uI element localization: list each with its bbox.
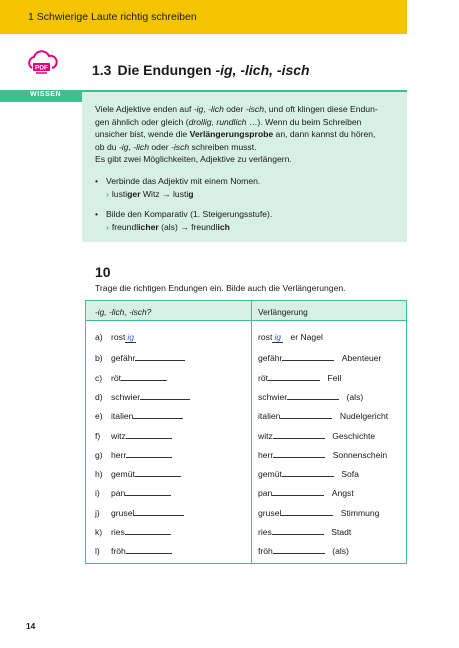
exercise-number: 10 [95,264,111,280]
ending-blank[interactable] [125,486,171,496]
extension-blank[interactable] [281,506,333,516]
extension-stem: gemüt [258,469,282,480]
table-row [86,429,406,448]
ending-blank[interactable] [135,467,181,477]
wissen-text: schreiben musst. [189,141,257,152]
extension-stem: italien [258,411,281,422]
row-extension-cell [258,409,388,421]
extension-noun: Stimmung [340,507,380,518]
wissen-top-line [82,90,407,92]
row-adjective-cell [95,486,171,498]
ending-answer[interactable]: ig [127,332,135,342]
row-extension-cell [258,525,351,537]
extension-noun: Abenteuer [341,353,382,364]
extension-stem: gefähr [258,353,283,364]
section-title [92,62,310,78]
adjective-stem: ries [111,527,125,537]
wissen-ending-lich: -lich [133,141,150,152]
extension-answer[interactable]: ig [274,332,282,342]
extension-blank[interactable] [272,525,324,535]
table-row [86,525,406,544]
wissen-text: oder [223,104,246,114]
section-number: 1.3 [92,62,112,78]
wissen-ending-lich: -lich [208,104,224,114]
row-letter: l) [95,546,100,557]
row-extension-cell [258,467,359,479]
wissen-text: an, dann kannst du hören, [273,129,376,140]
adjective-stem: schwier [111,391,141,402]
extension-noun: Angst [331,488,354,499]
row-adjective-cell [95,371,167,383]
extension-noun: Geschichte [332,430,376,441]
row-letter: j) [95,507,100,518]
wissen-text: …). Wenn du beim Schreiben [246,116,362,127]
extension-stem: röt [258,372,269,383]
row-letter: d) [95,391,103,402]
pdf-icon-label: PDF [35,64,48,72]
row-extension-cell [258,371,341,383]
table-row [86,371,406,390]
table-row [86,351,406,370]
row-adjective-cell [95,390,190,402]
ending-blank[interactable] [126,544,172,554]
example-bold: ich [217,221,230,232]
row-letter: c) [95,372,103,383]
row-adjective-cell [95,525,171,537]
extension-noun: (als) [346,391,364,402]
adjective-stem: fröh [111,546,126,557]
extension-blank[interactable] [287,390,339,400]
wissen-keyword: Verlängerungsprobe [189,129,274,140]
extension-stem: fröh [258,546,273,557]
extension-noun: Sofa [341,469,359,480]
wissen-text: ob du [95,141,119,152]
row-extension-cell [258,390,363,402]
wissen-paragraph-2: Es gibt zwei Möglichkeiten, Adjektive zu verlängern. [95,154,292,165]
wissen-text: unsicher bist, wende die [95,129,190,140]
ending-blank[interactable] [133,409,183,419]
example-bold: icher [138,221,159,232]
wissen-text: , und oft klingen diese Endun- [264,104,378,114]
row-letter: b) [95,353,103,364]
wissen-ending-ig: -ig [193,104,204,114]
wissen-ending-isch: -isch [171,141,190,152]
adjective-stem: röt [111,372,122,383]
row-adjective-cell [95,506,184,518]
extension-blank[interactable] [273,448,325,458]
wissen-label: WISSEN [30,91,62,98]
adjective-stem: grusel [111,507,135,518]
row-letter: g) [95,449,103,460]
page-number: 14 [26,621,36,631]
wissen-content [95,103,400,241]
exercise-instruction: Trage die richtigen Endungen ein. Bilde auch die Verlängerungen. [95,283,346,293]
extension-noun: Fell [327,372,342,383]
exercise-table [85,300,407,564]
extension-stem: schwier [258,391,288,402]
ending-blank[interactable] [140,390,190,400]
wissen-text: Viele Adjektive enden auf [95,104,194,114]
wissen-bullet-list [95,175,400,233]
wissen-bullet-2 [95,208,400,233]
row-adjective-cell [95,429,172,441]
example-bold: g [188,188,194,199]
row-adjective-cell [95,544,172,556]
row-adjective-cell [95,332,136,343]
wissen-ending-isch: -isch [245,104,264,114]
example-text: Witz → lusti [140,188,189,199]
extension-blank[interactable] [268,371,320,381]
adjective-stem: italien [111,411,134,422]
wissen-text: gen ähnlich oder gleich ( [95,116,189,127]
column-header-endings [95,307,151,317]
extension-stem: herr [258,449,274,460]
wissen-text: , [203,104,209,114]
extension-noun: Stadt [331,527,352,537]
ending-blank[interactable] [134,506,184,516]
column-header-endings-text: -ig, -lich, -isch? [95,307,152,317]
table-row [86,390,406,409]
row-letter: k) [95,527,103,537]
row-extension-cell [258,544,349,556]
bullet-example [106,188,400,201]
row-letter: f) [95,430,101,441]
extension-noun: er Nagel [290,332,323,342]
row-extension-cell [258,448,387,460]
table-row [86,544,406,563]
adjective-stem: witz [111,430,126,441]
section-title-prefix: Die Endungen [117,62,216,78]
extension-blank[interactable] [272,486,324,496]
extension-stem: pan [258,488,273,499]
wissen-examples: drollig, rundlich [188,116,247,127]
column-header-extension: Verlängerung [258,307,308,317]
section-title-forms: -ig, -lich, -isch [215,62,310,78]
row-letter: a) [95,332,103,342]
bullet-dot: • [95,209,99,220]
extension-stem: ries [258,527,272,537]
extension-blank[interactable] [273,544,325,554]
bullet-text: Verbinde das Adjektiv mit einem Nomen. [106,175,261,186]
example-text: freundl [111,221,139,232]
adjective-stem: gefähr [111,353,136,364]
row-extension-cell [258,506,379,518]
extension-stem: witz [258,430,273,441]
extension-blank[interactable] [282,351,334,361]
row-adjective-cell [95,467,181,479]
extension-stem: grusel [258,507,282,518]
row-extension-cell [258,332,323,343]
table-row [86,409,406,428]
row-adjective-cell [95,351,185,363]
ending-blank[interactable] [121,371,167,381]
table-row [86,467,406,486]
wissen-text: oder [149,141,171,152]
adjective-stem: rost [111,332,126,342]
row-extension-cell [258,486,354,498]
extension-noun: (als) [332,546,349,557]
extension-blank[interactable] [280,409,332,419]
row-letter: i) [95,488,100,499]
extension-stem: rost [258,332,273,342]
wissen-text: , [128,141,134,152]
table-row [86,332,406,351]
table-row [86,448,406,467]
row-extension-cell [258,429,375,441]
row-adjective-cell [95,409,183,421]
adjective-stem: herr [111,449,127,460]
bullet-dot: • [95,175,99,186]
bullet-example [106,221,400,234]
wissen-paragraph-1 [95,103,400,153]
row-letter: h) [95,469,103,480]
row-adjective-cell [95,448,172,460]
chapter-title: 1 Schwierige Laute richtig schreiben [28,11,197,23]
table-row [86,506,406,525]
extension-noun: Sonnenschein [332,449,388,460]
ending-blank[interactable] [126,429,172,439]
wissen-bullet-1 [95,175,400,200]
extension-blank[interactable] [282,467,334,477]
bullet-text: Bilde den Komparativ (1. Steigerungsstufe). [106,209,273,220]
ending-blank[interactable] [135,351,185,361]
chevron-right-icon: › [106,188,109,199]
ending-blank[interactable] [125,525,171,535]
extension-noun: Nudelgericht [339,411,389,422]
example-text: lusti [111,188,128,199]
example-bold: ger [127,188,141,199]
pdf-download-icon[interactable] [24,46,60,82]
adjective-stem: pan [111,488,126,499]
table-header [86,301,406,321]
row-letter: e) [95,411,103,422]
extension-blank[interactable] [273,429,325,439]
chevron-right-icon: › [106,221,109,232]
ending-blank[interactable] [126,448,172,458]
row-extension-cell [258,351,381,363]
wissen-ending-ig: -ig [118,141,129,152]
table-row [86,486,406,505]
example-text: (als) → freundl [158,221,218,232]
adjective-stem: gemüt [111,469,135,480]
